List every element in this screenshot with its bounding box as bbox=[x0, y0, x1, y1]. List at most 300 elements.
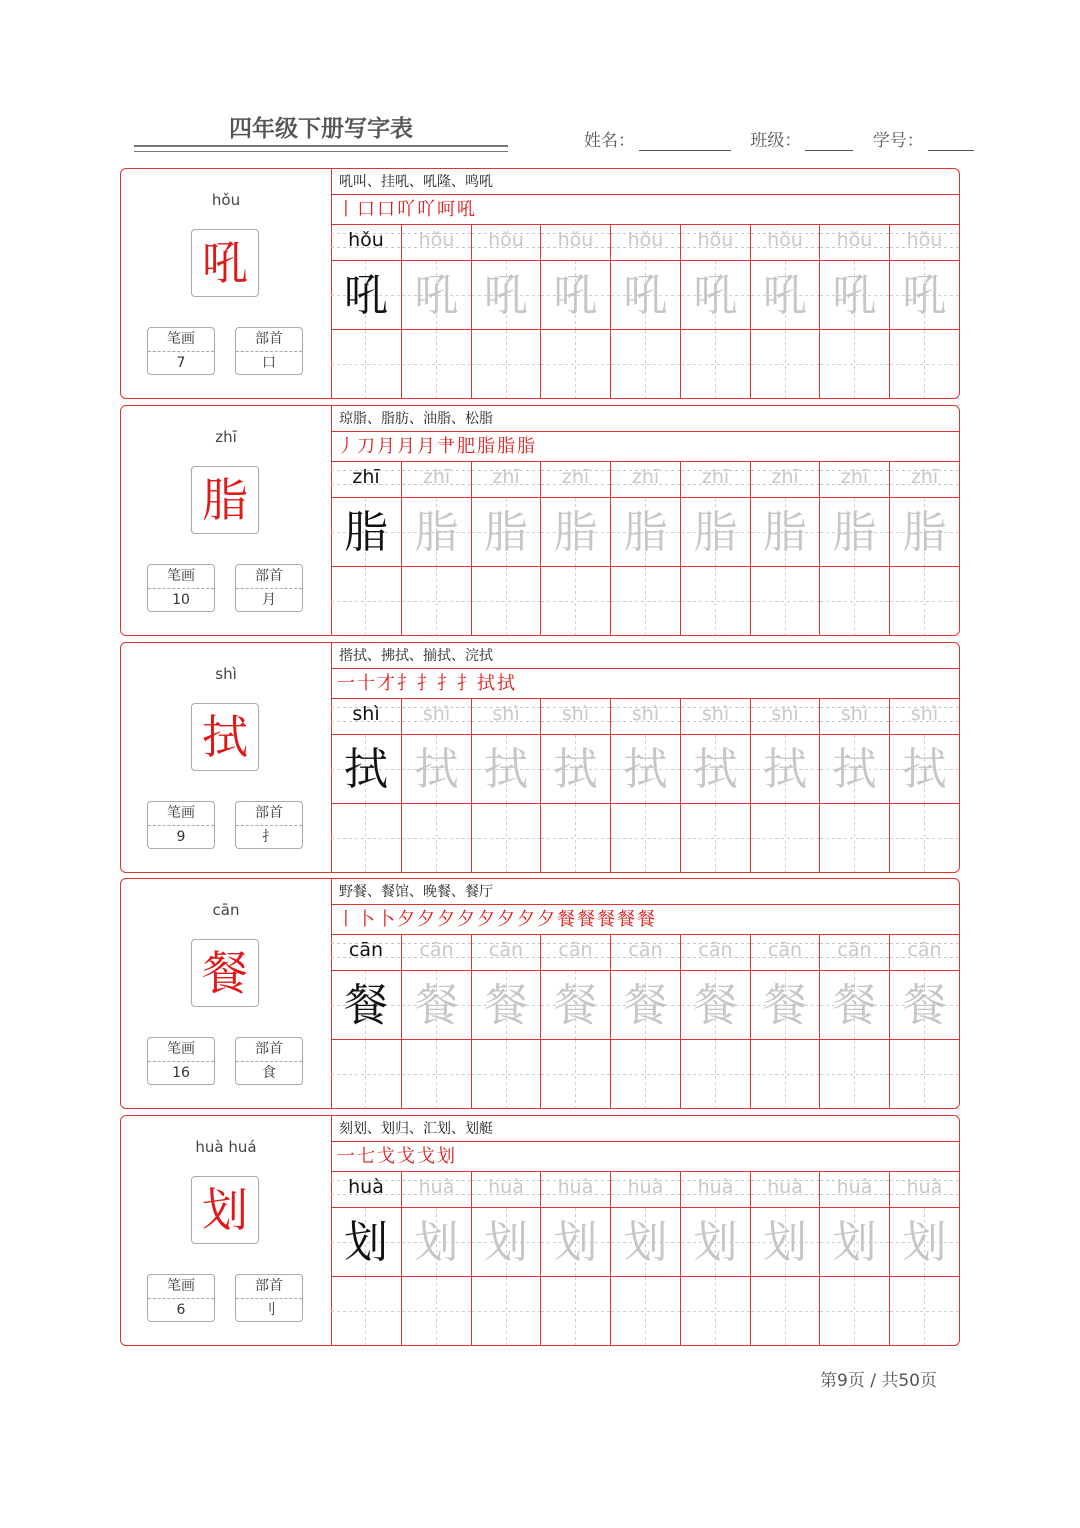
tracing-cell[interactable]: 吼 bbox=[402, 261, 471, 330]
pinyin-cell[interactable]: huà bbox=[331, 1172, 401, 1208]
model-character: 脂 bbox=[191, 466, 259, 534]
tracing-cell[interactable]: 划 bbox=[472, 1208, 540, 1277]
char-pinyin: cān bbox=[212, 901, 240, 919]
stroke-count-box bbox=[147, 327, 215, 375]
pinyin-cell[interactable]: huà bbox=[681, 1172, 750, 1208]
tracing-cell[interactable]: 脂 bbox=[331, 498, 401, 567]
stroke-count-label: 笔画 bbox=[148, 565, 214, 589]
stroke-order bbox=[331, 669, 959, 699]
writing-cell[interactable] bbox=[402, 1040, 471, 1108]
stroke-step: 夕 bbox=[437, 909, 457, 930]
pinyin-cell[interactable]: cān bbox=[402, 935, 471, 971]
writing-cell[interactable] bbox=[541, 330, 610, 398]
practice-column bbox=[889, 935, 959, 1108]
stroke-step: 脂 bbox=[517, 436, 537, 457]
practice-column bbox=[889, 462, 959, 635]
tracing-cell[interactable]: 拭 bbox=[472, 735, 540, 804]
tracing-cell[interactable]: 餐 bbox=[402, 971, 471, 1040]
pinyin-cell[interactable]: huà bbox=[751, 1172, 819, 1208]
stroke-step: 拭 bbox=[497, 673, 517, 694]
stroke-count-value: 6 bbox=[176, 1302, 186, 1318]
stroke-step: 口 bbox=[377, 199, 397, 220]
writing-cell[interactable] bbox=[751, 1040, 819, 1108]
stroke-step: 口 bbox=[357, 199, 377, 220]
practice-column bbox=[471, 699, 540, 872]
pinyin-cell[interactable]: shì bbox=[402, 699, 471, 735]
practice-column bbox=[610, 1172, 680, 1345]
practice-grid bbox=[331, 1172, 959, 1345]
writing-cell[interactable] bbox=[402, 1277, 471, 1345]
stroke-count-box bbox=[147, 1274, 215, 1322]
radical-value: 刂 bbox=[262, 1302, 276, 1318]
writing-cell[interactable] bbox=[331, 1277, 401, 1345]
pinyin-cell[interactable]: hǒu bbox=[402, 225, 471, 261]
class-field[interactable] bbox=[805, 130, 853, 151]
practice-panel bbox=[331, 406, 959, 635]
radical-value: 口 bbox=[262, 355, 276, 371]
tracing-cell[interactable]: 划 bbox=[611, 1208, 680, 1277]
practice-column bbox=[610, 225, 680, 398]
page-number: 第9页 / 共50页 bbox=[820, 1371, 937, 1391]
tracing-cell[interactable]: 划 bbox=[751, 1208, 819, 1277]
tracing-cell[interactable]: 餐 bbox=[541, 971, 610, 1040]
stroke-step: 夕 bbox=[477, 909, 497, 930]
tracing-cell[interactable]: 脂 bbox=[402, 498, 471, 567]
writing-cell[interactable] bbox=[681, 567, 750, 635]
stroke-step: 月 bbox=[377, 436, 397, 457]
writing-cell[interactable] bbox=[472, 330, 540, 398]
writing-cell[interactable] bbox=[331, 330, 401, 398]
radical-value: 食 bbox=[262, 1065, 276, 1081]
practice-column bbox=[889, 699, 959, 872]
stroke-count-value: 9 bbox=[176, 829, 186, 845]
practice-column bbox=[331, 462, 401, 635]
writing-cell[interactable] bbox=[681, 804, 750, 872]
practice-column bbox=[750, 1172, 819, 1345]
stroke-count-box bbox=[147, 801, 215, 849]
stroke-step: 卜 bbox=[357, 909, 377, 930]
stroke-count-value: 7 bbox=[176, 355, 186, 371]
pinyin-cell[interactable]: hǒu bbox=[890, 225, 959, 261]
stroke-step: 夕 bbox=[457, 909, 477, 930]
tracing-cell[interactable]: 划 bbox=[820, 1208, 889, 1277]
stroke-count-label: 笔画 bbox=[148, 802, 214, 826]
writing-cell[interactable] bbox=[472, 567, 540, 635]
writing-cell[interactable] bbox=[611, 1040, 680, 1108]
radical-box bbox=[235, 1037, 303, 1085]
tracing-cell[interactable]: 脂 bbox=[751, 498, 819, 567]
stroke-step: 拭 bbox=[477, 673, 497, 694]
tracing-cell[interactable]: 拭 bbox=[402, 735, 471, 804]
practice-column bbox=[889, 1172, 959, 1345]
practice-column bbox=[819, 225, 889, 398]
pinyin-cell[interactable]: cān bbox=[611, 935, 680, 971]
char-pinyin: hǒu bbox=[211, 191, 241, 209]
example-words: 野餐、餐馆、晚餐、餐厅 bbox=[331, 879, 959, 905]
character-card bbox=[120, 405, 960, 636]
radical-value: 扌 bbox=[262, 829, 276, 845]
tracing-cell[interactable]: 拭 bbox=[611, 735, 680, 804]
pinyin-cell[interactable]: hǒu bbox=[472, 225, 540, 261]
stroke-count-label: 笔画 bbox=[148, 1038, 214, 1062]
writing-cell[interactable] bbox=[402, 804, 471, 872]
radical-box bbox=[235, 564, 303, 612]
practice-column bbox=[819, 1172, 889, 1345]
example-words: 琼脂、脂肪、油脂、松脂 bbox=[331, 406, 959, 432]
practice-panel bbox=[331, 879, 959, 1108]
tracing-cell[interactable]: 脂 bbox=[472, 498, 540, 567]
character-card bbox=[120, 642, 960, 873]
writing-cell[interactable] bbox=[890, 1277, 959, 1345]
tracing-cell[interactable]: 划 bbox=[402, 1208, 471, 1277]
stroke-step: 划 bbox=[437, 1146, 457, 1167]
tracing-cell[interactable]: 划 bbox=[890, 1208, 959, 1277]
practice-column bbox=[680, 462, 750, 635]
pinyin-cell[interactable]: huà bbox=[611, 1172, 680, 1208]
tracing-cell[interactable]: 脂 bbox=[611, 498, 680, 567]
tracing-cell[interactable]: 餐 bbox=[331, 971, 401, 1040]
pinyin-cell[interactable]: huà bbox=[402, 1172, 471, 1208]
pinyin-cell[interactable]: shì bbox=[541, 699, 610, 735]
practice-column bbox=[540, 699, 610, 872]
character-card bbox=[120, 1115, 960, 1346]
name-field[interactable] bbox=[639, 130, 731, 151]
stroke-step: 月 bbox=[397, 436, 417, 457]
practice-panel bbox=[331, 1116, 959, 1345]
practice-column bbox=[610, 935, 680, 1108]
writing-cell[interactable] bbox=[541, 1040, 610, 1108]
tracing-cell[interactable]: 吼 bbox=[541, 261, 610, 330]
tracing-cell[interactable]: 拭 bbox=[331, 735, 401, 804]
stroke-step: 丿 bbox=[337, 436, 357, 457]
practice-column bbox=[680, 699, 750, 872]
tracing-cell[interactable]: 吼 bbox=[611, 261, 680, 330]
tracing-cell[interactable]: 划 bbox=[541, 1208, 610, 1277]
stroke-step: 才 bbox=[377, 673, 397, 694]
practice-column bbox=[819, 935, 889, 1108]
writing-cell[interactable] bbox=[541, 567, 610, 635]
radical-label: 部首 bbox=[236, 802, 302, 826]
example-words: 吼叫、挂吼、吼隆、鸣吼 bbox=[331, 169, 959, 195]
tracing-cell[interactable]: 吼 bbox=[890, 261, 959, 330]
stroke-step: 丨 bbox=[337, 909, 357, 930]
writing-cell[interactable] bbox=[820, 330, 889, 398]
pinyin-cell[interactable]: shì bbox=[331, 699, 401, 735]
writing-cell[interactable] bbox=[890, 804, 959, 872]
tracing-cell[interactable]: 脂 bbox=[820, 498, 889, 567]
writing-cell[interactable] bbox=[681, 1040, 750, 1108]
pinyin-cell[interactable]: zhī bbox=[890, 462, 959, 498]
stroke-step: 肀 bbox=[437, 436, 457, 457]
tracing-cell[interactable]: 吼 bbox=[751, 261, 819, 330]
writing-cell[interactable] bbox=[681, 1277, 750, 1345]
tracing-cell[interactable]: 拭 bbox=[751, 735, 819, 804]
writing-cell[interactable] bbox=[890, 1040, 959, 1108]
practice-column bbox=[331, 1172, 401, 1345]
practice-column bbox=[471, 462, 540, 635]
worksheet-header bbox=[0, 0, 1080, 160]
pinyin-cell[interactable]: zhī bbox=[820, 462, 889, 498]
practice-column bbox=[471, 225, 540, 398]
writing-cell[interactable] bbox=[751, 567, 819, 635]
pinyin-cell[interactable]: hǒu bbox=[820, 225, 889, 261]
pinyin-cell[interactable]: zhī bbox=[611, 462, 680, 498]
pinyin-cell[interactable]: cān bbox=[751, 935, 819, 971]
char-pinyin: zhī bbox=[215, 428, 237, 446]
stroke-step: 吖 bbox=[417, 199, 437, 220]
writing-cell[interactable] bbox=[820, 567, 889, 635]
stroke-step: 一 bbox=[337, 1146, 357, 1167]
pinyin-cell[interactable]: hǒu bbox=[541, 225, 610, 261]
practice-grid bbox=[331, 462, 959, 635]
stroke-order bbox=[331, 432, 959, 462]
practice-column bbox=[750, 935, 819, 1108]
practice-column bbox=[401, 462, 471, 635]
stroke-step: 扌 bbox=[417, 673, 437, 694]
title-underline-thin bbox=[134, 151, 508, 152]
stroke-step: 肥 bbox=[457, 436, 477, 457]
tracing-cell[interactable]: 吼 bbox=[331, 261, 401, 330]
practice-column bbox=[540, 462, 610, 635]
id-label: 学号： bbox=[872, 131, 924, 151]
student-info-fields bbox=[584, 126, 974, 151]
radical-label: 部首 bbox=[236, 328, 302, 352]
practice-column bbox=[750, 462, 819, 635]
pinyin-cell[interactable]: zhī bbox=[402, 462, 471, 498]
stroke-step: 呵 bbox=[437, 199, 457, 220]
char-info-panel bbox=[121, 643, 332, 872]
char-info-panel bbox=[121, 879, 332, 1108]
writing-cell[interactable] bbox=[611, 567, 680, 635]
tracing-cell[interactable]: 脂 bbox=[681, 498, 750, 567]
writing-cell[interactable] bbox=[472, 804, 540, 872]
stroke-count-box bbox=[147, 1037, 215, 1085]
model-character: 拭 bbox=[191, 703, 259, 771]
writing-cell[interactable] bbox=[402, 330, 471, 398]
pinyin-cell[interactable]: huà bbox=[541, 1172, 610, 1208]
writing-cell[interactable] bbox=[751, 804, 819, 872]
practice-grid bbox=[331, 225, 959, 398]
pinyin-cell[interactable]: cān bbox=[681, 935, 750, 971]
model-character: 餐 bbox=[191, 939, 259, 1007]
stroke-count-label: 笔画 bbox=[148, 1275, 214, 1299]
writing-cell[interactable] bbox=[472, 1040, 540, 1108]
tracing-cell[interactable]: 餐 bbox=[681, 971, 750, 1040]
practice-column bbox=[540, 1172, 610, 1345]
radical-box bbox=[235, 327, 303, 375]
writing-cell[interactable] bbox=[751, 330, 819, 398]
tracing-cell[interactable]: 脂 bbox=[541, 498, 610, 567]
writing-cell[interactable] bbox=[541, 1277, 610, 1345]
writing-cell[interactable] bbox=[820, 804, 889, 872]
stroke-order bbox=[331, 195, 959, 225]
stroke-count-value: 10 bbox=[172, 592, 190, 608]
stroke-count-box bbox=[147, 564, 215, 612]
practice-column bbox=[680, 225, 750, 398]
stroke-step: 刀 bbox=[357, 436, 377, 457]
class-label: 班级： bbox=[750, 131, 802, 151]
character-card bbox=[120, 168, 960, 399]
practice-column bbox=[331, 699, 401, 872]
stroke-step: 丨 bbox=[337, 199, 357, 220]
pinyin-cell[interactable]: shì bbox=[611, 699, 680, 735]
tracing-cell[interactable]: 脂 bbox=[890, 498, 959, 567]
writing-cell[interactable] bbox=[681, 330, 750, 398]
stroke-step: 吖 bbox=[397, 199, 417, 220]
pinyin-cell[interactable]: shì bbox=[472, 699, 540, 735]
pinyin-cell[interactable]: shì bbox=[751, 699, 819, 735]
practice-column bbox=[750, 699, 819, 872]
practice-grid bbox=[331, 699, 959, 872]
practice-column bbox=[401, 699, 471, 872]
writing-cell[interactable] bbox=[402, 567, 471, 635]
stroke-step: 餐 bbox=[577, 909, 597, 930]
title-block bbox=[134, 108, 508, 152]
pinyin-cell[interactable]: shì bbox=[890, 699, 959, 735]
tracing-cell[interactable]: 餐 bbox=[751, 971, 819, 1040]
tracing-cell[interactable]: 拭 bbox=[681, 735, 750, 804]
pinyin-cell[interactable]: hǒu bbox=[751, 225, 819, 261]
stroke-count-value: 16 bbox=[172, 1065, 190, 1081]
writing-cell[interactable] bbox=[611, 804, 680, 872]
practice-column bbox=[750, 225, 819, 398]
stroke-order bbox=[331, 905, 959, 935]
model-character: 划 bbox=[191, 1176, 259, 1244]
pinyin-cell[interactable]: zhī bbox=[472, 462, 540, 498]
writing-cell[interactable] bbox=[331, 567, 401, 635]
stroke-step: 吼 bbox=[457, 199, 477, 220]
stroke-step: 餐 bbox=[597, 909, 617, 930]
stroke-step: 戈 bbox=[417, 1146, 437, 1167]
tracing-cell[interactable]: 划 bbox=[681, 1208, 750, 1277]
practice-column bbox=[680, 1172, 750, 1345]
pinyin-cell[interactable]: cān bbox=[331, 935, 401, 971]
practice-column bbox=[680, 935, 750, 1108]
practice-column bbox=[331, 935, 401, 1108]
stroke-step: 扌 bbox=[457, 673, 477, 694]
practice-column bbox=[540, 225, 610, 398]
stroke-step: 月 bbox=[417, 436, 437, 457]
pinyin-cell[interactable]: huà bbox=[472, 1172, 540, 1208]
writing-cell[interactable] bbox=[820, 1040, 889, 1108]
writing-cell[interactable] bbox=[890, 330, 959, 398]
stroke-step: 餐 bbox=[637, 909, 657, 930]
practice-column bbox=[401, 225, 471, 398]
char-info-panel bbox=[121, 169, 332, 398]
stroke-count-label: 笔画 bbox=[148, 328, 214, 352]
radical-label: 部首 bbox=[236, 1275, 302, 1299]
writing-cell[interactable] bbox=[472, 1277, 540, 1345]
pinyin-cell[interactable]: shì bbox=[820, 699, 889, 735]
pinyin-cell[interactable]: huà bbox=[890, 1172, 959, 1208]
pinyin-cell[interactable]: cān bbox=[472, 935, 540, 971]
tracing-cell[interactable]: 拭 bbox=[890, 735, 959, 804]
practice-panel bbox=[331, 169, 959, 398]
writing-cell[interactable] bbox=[890, 567, 959, 635]
stroke-step: 夕 bbox=[397, 909, 417, 930]
pinyin-cell[interactable]: cān bbox=[820, 935, 889, 971]
pinyin-cell[interactable]: cān bbox=[541, 935, 610, 971]
radical-box bbox=[235, 1274, 303, 1322]
example-words: 揩拭、拂拭、揃拭、浣拭 bbox=[331, 643, 959, 669]
pinyin-cell[interactable]: zhī bbox=[331, 462, 401, 498]
practice-column bbox=[540, 935, 610, 1108]
pinyin-cell[interactable]: zhī bbox=[681, 462, 750, 498]
practice-column bbox=[819, 462, 889, 635]
tracing-cell[interactable]: 拭 bbox=[820, 735, 889, 804]
stroke-step: 扌 bbox=[437, 673, 457, 694]
practice-column bbox=[331, 225, 401, 398]
tracing-cell[interactable]: 餐 bbox=[611, 971, 680, 1040]
writing-cell[interactable] bbox=[331, 804, 401, 872]
writing-cell[interactable] bbox=[820, 1277, 889, 1345]
title-underline bbox=[134, 145, 508, 147]
stroke-step: 七 bbox=[357, 1146, 377, 1167]
tracing-cell[interactable]: 拭 bbox=[541, 735, 610, 804]
stroke-step: 一 bbox=[337, 673, 357, 694]
stroke-step: 十 bbox=[357, 673, 377, 694]
stroke-step: 餐 bbox=[557, 909, 577, 930]
pinyin-cell[interactable]: shì bbox=[681, 699, 750, 735]
stroke-step: 戈 bbox=[397, 1146, 417, 1167]
practice-column bbox=[889, 225, 959, 398]
stroke-step: 夕 bbox=[517, 909, 537, 930]
char-pinyin: huà huá bbox=[195, 1138, 257, 1156]
writing-cell[interactable] bbox=[541, 804, 610, 872]
model-character: 吼 bbox=[191, 229, 259, 297]
writing-cell[interactable] bbox=[331, 1040, 401, 1108]
id-field[interactable] bbox=[928, 130, 974, 151]
stroke-step: 夕 bbox=[537, 909, 557, 930]
pinyin-cell[interactable]: hǒu bbox=[331, 225, 401, 261]
tracing-cell[interactable]: 餐 bbox=[472, 971, 540, 1040]
pinyin-cell[interactable]: zhī bbox=[541, 462, 610, 498]
tracing-cell[interactable]: 吼 bbox=[472, 261, 540, 330]
tracing-cell[interactable]: 餐 bbox=[890, 971, 959, 1040]
char-info-panel bbox=[121, 1116, 332, 1345]
tracing-cell[interactable]: 划 bbox=[331, 1208, 401, 1277]
radical-box bbox=[235, 801, 303, 849]
practice-column bbox=[401, 1172, 471, 1345]
tracing-cell[interactable]: 吼 bbox=[681, 261, 750, 330]
stroke-step: 餐 bbox=[617, 909, 637, 930]
practice-column bbox=[610, 462, 680, 635]
name-label: 姓名： bbox=[584, 131, 635, 151]
pinyin-cell[interactable]: hǒu bbox=[681, 225, 750, 261]
stroke-step: 扌 bbox=[397, 673, 417, 694]
char-info-panel bbox=[121, 406, 332, 635]
writing-cell[interactable] bbox=[751, 1277, 819, 1345]
example-words: 刻划、划归、汇划、划艇 bbox=[331, 1116, 959, 1142]
pinyin-cell[interactable]: zhī bbox=[751, 462, 819, 498]
stroke-step: 卜 bbox=[377, 909, 397, 930]
tracing-cell[interactable]: 餐 bbox=[820, 971, 889, 1040]
pinyin-cell[interactable]: cān bbox=[890, 935, 959, 971]
practice-column bbox=[471, 1172, 540, 1345]
tracing-cell[interactable]: 吼 bbox=[820, 261, 889, 330]
stroke-step: 夕 bbox=[497, 909, 517, 930]
stroke-step: 夕 bbox=[417, 909, 437, 930]
pinyin-cell[interactable]: huà bbox=[820, 1172, 889, 1208]
writing-cell[interactable] bbox=[611, 330, 680, 398]
pinyin-cell[interactable]: hǒu bbox=[611, 225, 680, 261]
writing-cell[interactable] bbox=[611, 1277, 680, 1345]
practice-grid bbox=[331, 935, 959, 1108]
char-pinyin: shì bbox=[215, 665, 237, 683]
stroke-step: 戈 bbox=[377, 1146, 397, 1167]
practice-column bbox=[401, 935, 471, 1108]
stroke-step: 脂 bbox=[477, 436, 497, 457]
